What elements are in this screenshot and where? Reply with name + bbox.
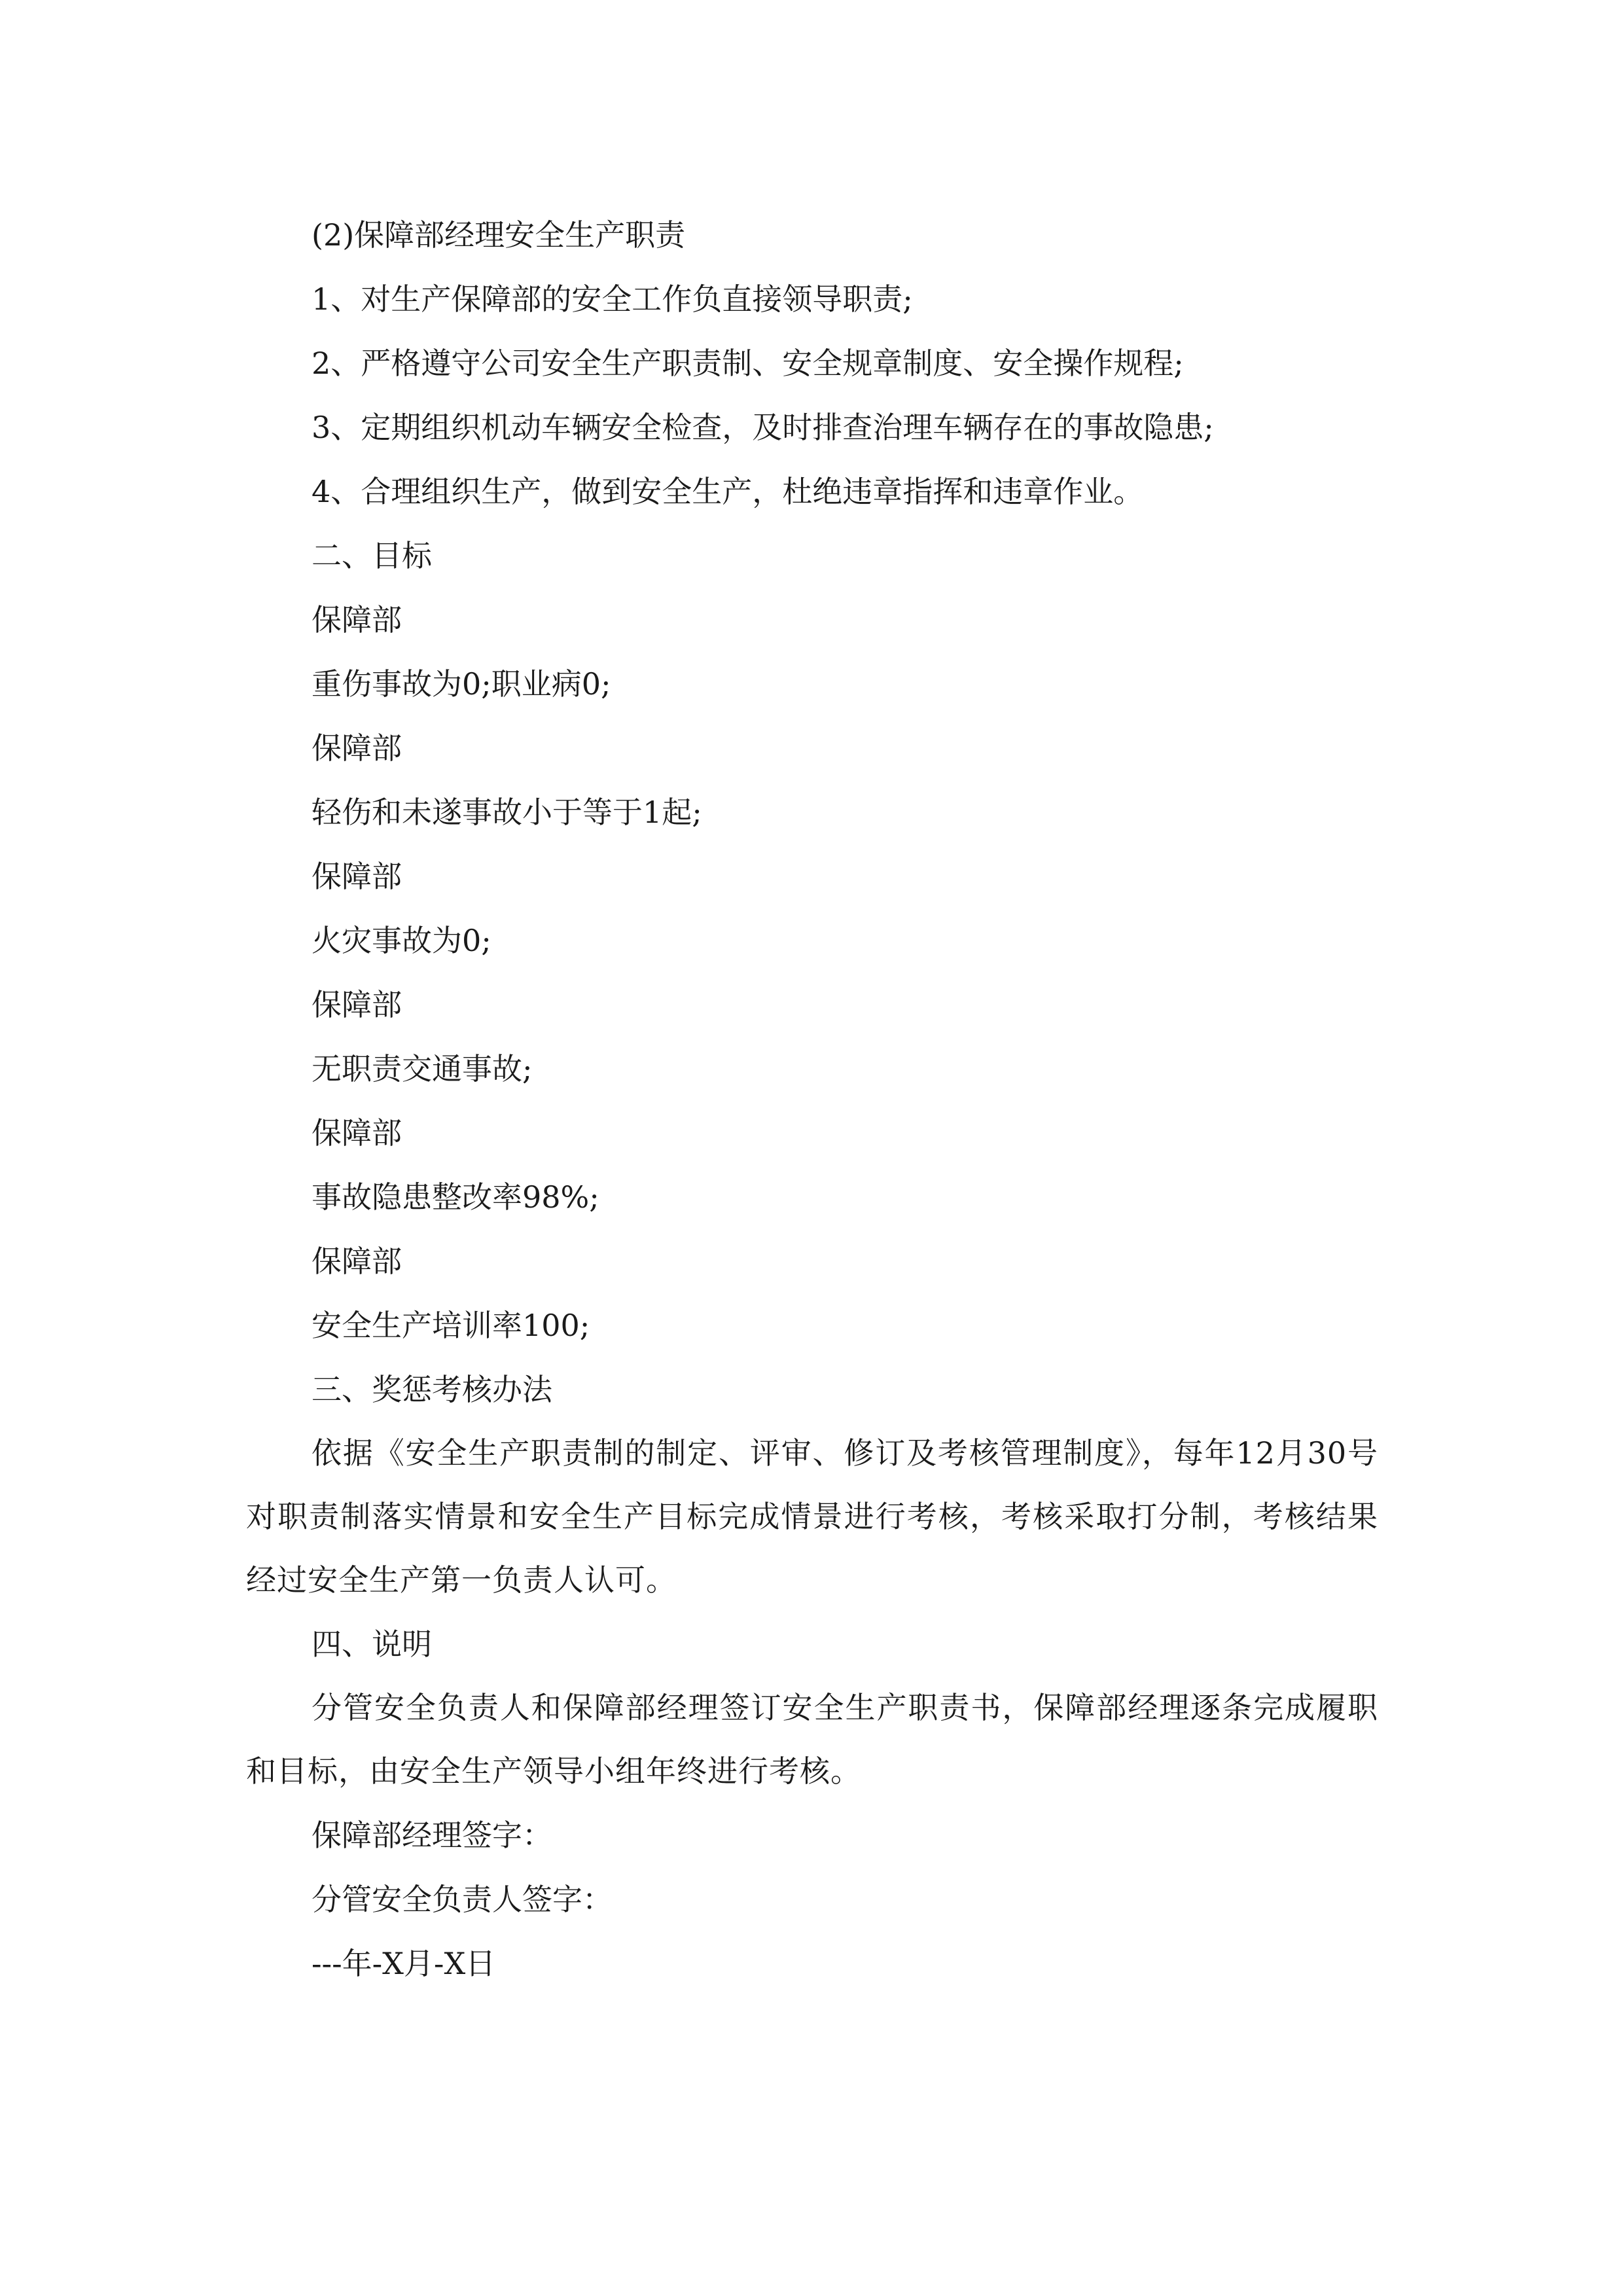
goal-dept: 保障部 xyxy=(312,859,402,894)
goal-target: 无职责交通事故; xyxy=(312,1051,533,1086)
goal-target: 火灾事故为0; xyxy=(312,923,491,958)
assessment-paragraph: 依据《安全生产职责制的制定、评审、修订及考核管理制度》，每年12月30号对职责制落实情景和安全生产目标完成情景进行考核，考核采取打分制，考核结果经过安全生产第一负责人认可。 xyxy=(246,1435,1378,1598)
notes-paragraph: 分管安全负责人和保障部经理签订安全生产职责书，保障部经理逐条完成履职和目标，由安全生产领导小组年终进行考核。 xyxy=(246,1690,1378,1789)
duty-item: 3、定期组织机动车辆安全检查，及时排查治理车辆存在的事故隐患; xyxy=(312,410,1214,445)
signature-manager: 保障部经理签字： xyxy=(312,1818,552,1853)
goal-dept: 保障部 xyxy=(312,987,402,1022)
duty-item: 1、对生产保障部的安全工作负直接领导职责; xyxy=(312,281,913,317)
date-line: ---年-X月-X日 xyxy=(312,1946,496,1981)
assessment-heading: 三、奖惩考核办法 xyxy=(312,1372,552,1407)
goal-target: 安全生产培训率100; xyxy=(312,1308,590,1343)
signature-supervisor: 分管安全负责人签字： xyxy=(312,1882,613,1917)
goal-dept: 保障部 xyxy=(312,1115,402,1151)
section-heading: (2)保障部经理安全生产职责 xyxy=(312,217,686,253)
duty-item: 2、严格遵守公司安全生产职责制、安全规章制度、安全操作规程; xyxy=(312,346,1184,381)
notes-heading: 四、说明 xyxy=(312,1626,432,1662)
goal-dept: 保障部 xyxy=(312,1244,402,1279)
goals-heading: 二、目标 xyxy=(312,538,432,573)
document-body xyxy=(246,203,1378,1996)
goal-dept: 保障部 xyxy=(312,602,402,637)
goal-target: 轻伤和未遂事故小于等于1起; xyxy=(312,795,702,830)
goal-target: 重伤事故为0;职业病0; xyxy=(312,666,611,702)
duty-item: 4、合理组织生产，做到安全生产，杜绝违章指挥和违章作业。 xyxy=(312,474,1144,509)
goal-dept: 保障部 xyxy=(312,730,402,766)
goal-target: 事故隐患整改率98%; xyxy=(312,1179,599,1215)
